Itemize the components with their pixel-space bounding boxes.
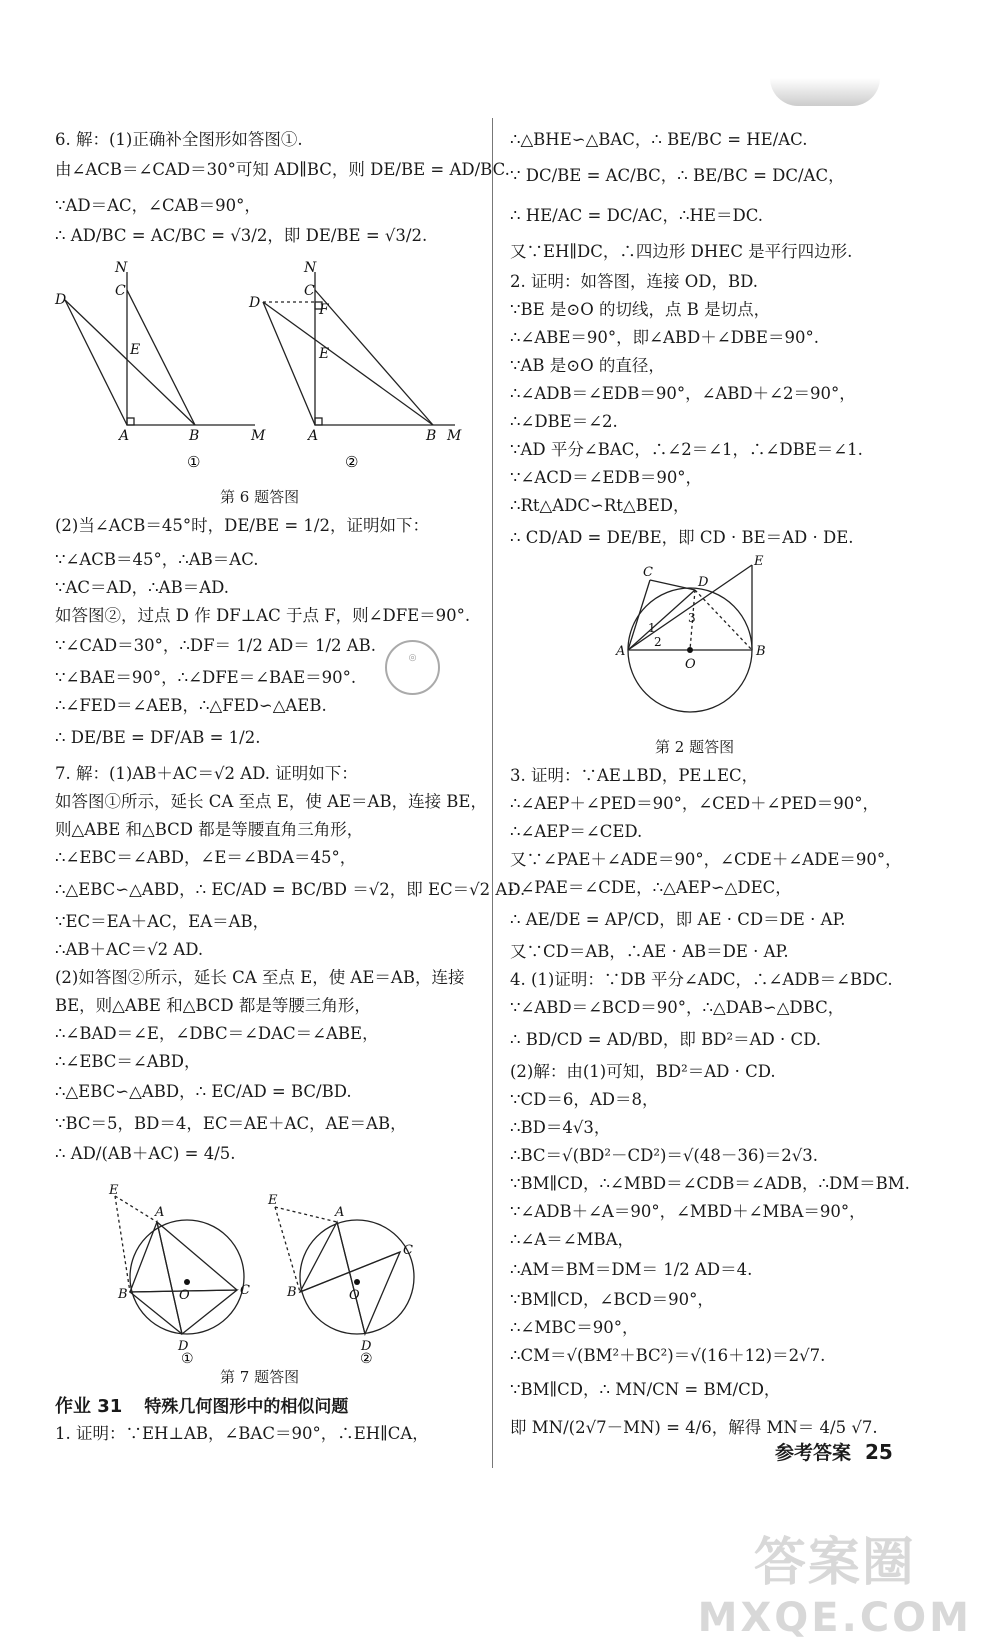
svg-text:A: A — [119, 428, 130, 444]
figure-label: ① — [187, 453, 201, 471]
text-line: 1. 证明：∵EH⊥AB，∠BAC＝90°，∴EH∥CA， — [55, 1424, 429, 1443]
text-line: ∴ AD/(AB＋AC) = 4/5. — [55, 1144, 236, 1163]
text-line: ∴∠ADB＝∠EDB＝90°，∠ABD＋∠2＝90°， — [510, 384, 856, 403]
svg-text:B: B — [287, 1285, 297, 1300]
text-line: ∵BM∥CD，∴∠MBD＝∠CDB＝∠ADB，∴DM＝BM. — [510, 1174, 910, 1193]
text-line: ∵BM∥CD，∴ MN/CN = BM/CD， — [510, 1380, 781, 1399]
svg-text:D: D — [361, 1339, 372, 1354]
figure-7 — [109, 1182, 475, 1367]
svg-text:1: 1 — [648, 621, 656, 635]
text-line: ∴∠DBE＝∠2. — [510, 412, 618, 431]
text-line: ∴△EBC∽△ABD，∴ EC/AD = BC/BD ＝√2，即 EC＝√2 AD. — [55, 880, 526, 899]
text-line: 6. 解：(1)正确补全图形如答图①. — [55, 130, 303, 149]
text-line: ∵∠ADB＋∠A＝90°，∠MBD＋∠MBA＝90°， — [510, 1202, 866, 1221]
figure-label: ① — [181, 1351, 194, 1367]
text-line: ∴BD＝4√3， — [510, 1118, 611, 1137]
svg-text:E: E — [268, 1193, 278, 1208]
svg-text:C: C — [304, 283, 315, 299]
text-line: ∵BM∥CD，∠BCD＝90°， — [510, 1290, 714, 1309]
page-number: 25 — [865, 1440, 893, 1464]
text-line: ∴ CD/AD = DE/BE，即 CD · BE＝AD · DE. — [510, 528, 854, 547]
text-line: 4. (1)证明：∵DB 平分∠ADC，∴∠ADB＝∠BDC. — [510, 970, 893, 989]
svg-text:O: O — [685, 657, 696, 672]
homework-title: 特殊几何图形中的相似问题 — [144, 1397, 349, 1417]
text-line: ∴∠AEP＋∠PED＝90°，∠CED＋∠PED＝90°， — [510, 794, 880, 813]
header-decoration — [770, 78, 880, 106]
svg-text:N: N — [304, 260, 317, 276]
stamp-decoration: ◎ — [385, 640, 440, 695]
text-line: ∴△BHE∽△BAC，∴ BE/BC = HE/AC. — [510, 130, 808, 149]
text-line: ∵CD＝6，AD＝8， — [510, 1090, 659, 1109]
text-line: 由∠ACB＝∠CAD＝30°可知 AD∥BC，则 DE/BE = AD/BC. — [55, 160, 510, 179]
svg-text:2: 2 — [654, 635, 662, 649]
text-line: ∴ HE/AC = DC/AC，∴HE＝DC. — [510, 206, 763, 225]
svg-text:D: D — [178, 1339, 189, 1354]
text-line: 3. 证明：∵AE⊥BD，PE⊥EC， — [510, 766, 759, 785]
text-line: 如答图①所示，延长 CA 至点 E，使 AE＝AB，连接 BE， — [55, 792, 487, 811]
homework-number: 作业 31 — [55, 1396, 123, 1417]
svg-text:C: C — [240, 1283, 250, 1298]
text-line: 又∵CD＝AB，∴AE · AB＝DE · AP. — [510, 942, 789, 961]
text-line: ∴∠MBC＝90°， — [510, 1318, 639, 1337]
svg-text:E: E — [130, 342, 141, 358]
text-line: 又∵∠PAE＋∠ADE＝90°，∠CDE＋∠ADE＝90°， — [510, 850, 902, 869]
footer-label: 参考答案 — [775, 1442, 852, 1464]
text-line: ∴BC＝√(BD²－CD²)＝√(48－36)＝2√3. — [510, 1146, 819, 1165]
svg-text:E: E — [319, 346, 330, 362]
text-line: ∴AB＋AC＝√2 AD. — [55, 940, 204, 959]
svg-text:N: N — [115, 260, 128, 276]
text-line: 即 MN/(2√7－MN) = 4/6，解得 MN＝ 4/5 √7. — [510, 1418, 878, 1437]
text-line: ∴ BD/CD = AD/BD，即 BD²＝AD · CD. — [510, 1030, 821, 1049]
watermark-text: 答案圈 — [753, 1533, 916, 1593]
svg-text:E: E — [109, 1183, 119, 1198]
watermark — [698, 1520, 972, 1641]
svg-text:A: A — [155, 1205, 165, 1220]
svg-text:M: M — [251, 428, 266, 444]
text-line: ∵AD 平分∠BAC，∴∠2＝∠1，∴∠DBE＝∠1. — [510, 440, 863, 459]
text-line: BE，则△ABE 和△BCD 都是等腰三角形， — [55, 996, 371, 1015]
text-line: ∵EC＝EA＋AC，EA＝AB， — [55, 912, 270, 931]
svg-text:D: D — [55, 292, 67, 308]
text-line: ∴AM＝BM＝DM＝ 1/2 AD＝4. — [510, 1260, 753, 1279]
text-line: ∴∠AEP＝∠CED. — [510, 822, 643, 841]
figure-label: ② — [345, 453, 359, 471]
svg-text:A: A — [335, 1205, 345, 1220]
text-line: (2)当∠ACB＝45°时，DE/BE = 1/2，证明如下： — [55, 516, 429, 535]
figure-label: ② — [360, 1351, 373, 1367]
text-line: 如答图②，过点 D 作 DF⊥AC 于点 F，则∠DFE＝90°. — [55, 606, 471, 625]
svg-text:B: B — [426, 428, 437, 444]
column-divider — [492, 118, 493, 1468]
text-line: 又∵EH∥DC，∴四边形 DHEC 是平行四边形. — [510, 242, 853, 261]
text-line: ∴∠EBC＝∠ABD， — [55, 1052, 201, 1071]
text-line: (2)解：由(1)可知，BD²＝AD · CD. — [510, 1062, 776, 1081]
text-line: ∴CM＝√(BM²＋BC²)＝√(16＋12)＝2√7. — [510, 1346, 826, 1365]
svg-text:D: D — [698, 575, 709, 590]
svg-text:E: E — [754, 554, 764, 569]
text-line: ∴ AD/BC = AC/BC = √3/2，即 DE/BE = √3/2. — [55, 226, 428, 245]
svg-text:O: O — [179, 1288, 190, 1303]
text-line: ∴∠ABE＝90°，即∠ABD＋∠DBE＝90°. — [510, 328, 819, 347]
text-line: ∴∠BAD＝∠E，∠DBC＝∠DAC＝∠ABE， — [55, 1024, 379, 1043]
figure-6 — [55, 262, 485, 472]
svg-text:A: A — [616, 644, 626, 659]
svg-text:M: M — [447, 428, 462, 444]
text-line: ∵ DC/BE = AC/BC，∴ BE/BC = DC/AC， — [510, 166, 845, 185]
figure-caption: 第 7 题答图 — [220, 1368, 300, 1386]
text-line: ∵AB 是⊙O 的直径， — [510, 356, 665, 375]
text-line: ∵AD＝AC，∠CAB＝90°， — [55, 196, 261, 215]
text-line: ∴∠A＝∠MBA， — [510, 1230, 634, 1249]
svg-text:F: F — [319, 302, 329, 318]
text-line: ∴Rt△ADC∽Rt△BED， — [510, 496, 690, 515]
figure-caption: 第 6 题答图 — [220, 488, 300, 506]
text-line: 7. 解：(1)AB＋AC＝√2 AD. 证明如下： — [55, 764, 358, 783]
svg-text:B: B — [118, 1287, 128, 1302]
text-line: ∴ AE/DE = AP/CD，即 AE · CD＝DE · AP. — [510, 910, 846, 929]
svg-text:A: A — [308, 428, 319, 444]
text-line: ∴∠FED＝∠AEB，∴△FED∽△AEB. — [55, 696, 327, 715]
svg-text:B: B — [189, 428, 200, 444]
text-line: ∵BE 是⊙O 的切线，点 B 是切点， — [510, 300, 771, 319]
watermark-url: MXQE.COM — [697, 1595, 972, 1641]
text-line: (2)如答图②所示，延长 CA 至点 E，使 AE＝AB，连接 — [55, 968, 465, 987]
text-line: ∴∠PAE＝∠CDE，∴△AEP∽△DEC， — [510, 878, 792, 897]
text-line: ∵AC＝AD，∴AB＝AD. — [55, 578, 230, 597]
svg-text:C: C — [115, 283, 126, 299]
text-line: ∵∠ABD＝∠BCD＝90°，∴△DAB∽△DBC， — [510, 998, 845, 1017]
text-line: ∵∠ACD＝∠EDB＝90°， — [510, 468, 703, 487]
svg-text:B: B — [756, 644, 766, 659]
text-line: ∵∠BAE＝90°，∴∠DFE＝∠BAE＝90°. — [55, 668, 357, 687]
svg-text:O: O — [349, 1288, 360, 1303]
figure-caption: 第 2 题答图 — [655, 738, 735, 756]
text-line: 2. 证明：如答图，连接 OD，BD. — [510, 272, 758, 291]
svg-text:D: D — [249, 295, 261, 311]
text-line: ∴ DE/BE = DF/AB = 1/2. — [55, 728, 261, 747]
svg-text:C: C — [643, 565, 653, 580]
svg-text:3: 3 — [688, 611, 696, 625]
text-line: ∴∠EBC＝∠ABD，∠E＝∠BDA＝45°， — [55, 848, 357, 867]
svg-text:C: C — [403, 1243, 413, 1258]
text-line: 则△ABE 和△BCD 都是等腰直角三角形， — [55, 820, 364, 839]
text-line: ∵∠CAD＝30°，∴DF＝ 1/2 AD＝ 1/2 AB. — [55, 636, 377, 655]
text-line: ∵∠ACB＝45°，∴AB＝AC. — [55, 550, 259, 569]
figure-2 — [610, 554, 870, 730]
text-line: ∴△EBC∽△ABD，∴ EC/AD = BC/BD. — [55, 1082, 352, 1101]
page-footer — [775, 1438, 893, 1465]
text-line: ∵BC＝5，BD＝4，EC＝AE＋AC，AE＝AB， — [55, 1114, 407, 1133]
